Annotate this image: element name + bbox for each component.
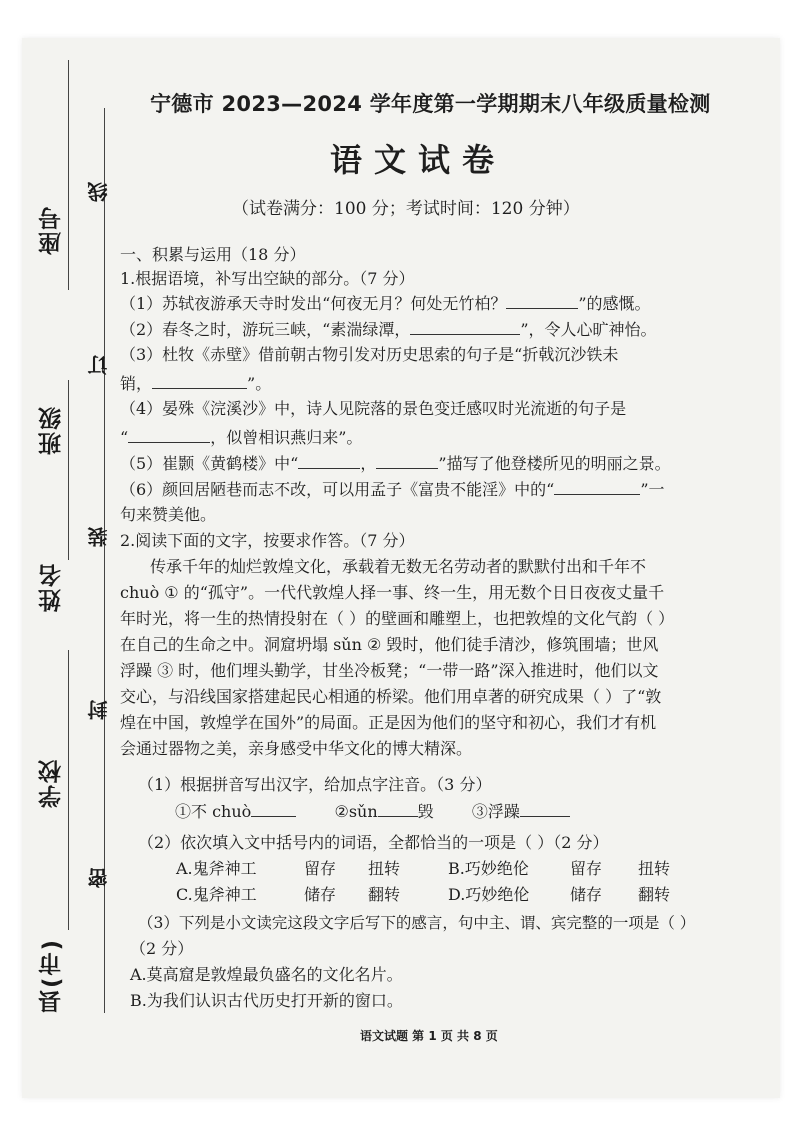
binding-cut-ding: 订 [87, 355, 111, 375]
q1-item-5-text: （5）崔颢《黄鹤楼》中“ [120, 454, 299, 473]
q1-item-5-blank-b[interactable] [376, 452, 438, 469]
option-a-word2: 留存 [304, 859, 337, 878]
binding-label-name: 姓名 [39, 562, 65, 612]
option-d-word2: 储存 [570, 885, 603, 904]
binding-label-class: 班级 [39, 405, 65, 455]
q1-item-3-cont [120, 372, 271, 395]
q2-sub3-stem: （3）下列是小文读完这段文字后写下的感言，句中主、谓、宾完整的一项是（ ） [138, 914, 696, 932]
q1-item-5-mid: ， [360, 454, 377, 473]
q1-item-1-text: （1）苏轼夜游承天寺时发出“何夜无月？何处无竹柏？ [120, 294, 507, 313]
passage-line-4: 在自己的生命之中。洞窟坍塌 sǔn ② 毁时，他们徒手清沙，修筑围墙；世风 [120, 635, 659, 654]
option-c-word2: 储存 [304, 885, 337, 904]
q1-item-6-cont: 句来赞美他。 [120, 505, 217, 524]
option-b-word3: 扭转 [638, 859, 671, 878]
binding-line-mid [68, 380, 69, 560]
q2-sub2-options-row2 [176, 884, 670, 906]
q2-sub3-option-b[interactable]: B.为我们认识古代历史打开新的窗口。 [130, 991, 403, 1010]
q1-item-3-tail: ”。 [247, 374, 272, 393]
binding-line-upper [68, 60, 69, 290]
q1-item-5-tail: ”描写了他登楼所见的明丽之景。 [438, 454, 671, 473]
binding-label-county: 县(市) [39, 938, 65, 1014]
option-a-word1[interactable]: A.鬼斧神工 [176, 859, 257, 878]
q1-item-3 [120, 344, 618, 366]
q2-sub1-b: ②sǔn [334, 802, 378, 821]
binding-cut-feng: 封 [87, 700, 111, 720]
option-d-word3: 翻转 [638, 885, 671, 904]
q2-sub1-b-blank[interactable] [378, 800, 418, 817]
q1-item-2 [120, 318, 657, 341]
q1-item-2-blank[interactable] [410, 318, 520, 335]
binding-label-school: 学校 [39, 758, 65, 808]
page-footer: 语文试题 第 1 页 共 8 页 [360, 1029, 498, 1043]
q1-item-4-blank[interactable] [128, 426, 210, 443]
option-b-word1[interactable]: B.巧妙绝伦 [448, 859, 529, 878]
question-1-stem: 1.根据语境，补写出空缺的部分。（7 分） [120, 269, 415, 288]
passage-line-2: chuò ① 的“孤守”。一代代敦煌人择一事、终一生，用无数个日日夜夜丈量千 [120, 583, 665, 602]
q2-sub1-c: ③浮躁 [471, 802, 520, 821]
exam-header-title: 宁德市 2023—2024 学年度第一学期期末八年级质量检测 [150, 92, 711, 116]
q1-item-3-blank[interactable] [152, 372, 247, 389]
q1-item-2-tail: ”，令人心旷神怡。 [520, 320, 657, 339]
q1-item-1 [120, 292, 651, 315]
q1-item-2-text: （2）春冬之时，游玩三峡，“素湍绿潭， [120, 320, 411, 339]
q1-item-3-cont-text: 销， [120, 374, 153, 393]
binding-cut-zhuang: 装 [87, 527, 111, 547]
q2-sub1-a: ①不 chuò [175, 802, 252, 821]
binding-cut-xian: 线 [87, 182, 111, 202]
q2-sub1-answers [175, 800, 570, 823]
option-d-word1[interactable]: D.巧妙绝伦 [448, 885, 530, 904]
passage-line-1: 传承千年的灿烂敦煌文化，承载着无数无名劳动者的默默付出和千年不 [150, 557, 647, 576]
question-2-stem: 2.阅读下面的文字，按要求作答。（7 分） [120, 531, 415, 550]
q2-sub3-score: （2 分） [130, 939, 194, 958]
q2-sub1-a-blank[interactable] [251, 800, 296, 817]
q1-item-1-blank[interactable] [506, 292, 578, 309]
q2-sub2-options-row1 [176, 858, 670, 880]
q2-sub1-stem: （1）根据拼音写出汉字，给加点字注音。（3 分） [138, 775, 492, 794]
q1-item-5-blank-a[interactable] [298, 452, 360, 469]
q1-item-3-text: （3）杜牧《赤壁》借前朝古物引发对历史思索的句子是“折戟沉沙铁未 [120, 345, 619, 364]
q1-item-4-cont [120, 426, 362, 449]
binding-label-seat: 座号 [39, 205, 65, 255]
passage-line-7: 煌在中国，敦煌学在国外”的局面。正是因为他们的坚守和初心，我们才有机 [120, 713, 657, 732]
passage-line-6: 交心，与沿线国家搭建起民心相通的桥梁。他们用卓著的研究成果（ ）了“敦 [120, 687, 662, 706]
q1-item-5 [120, 452, 671, 475]
passage-line-3: 年时光，将一生的热情投射在（ ）的壁画和雕塑上，也把敦煌的文化气韵（ ） [120, 609, 675, 628]
q1-item-4-tail: ，似曾相识燕归来”。 [210, 428, 363, 447]
q2-sub2-stem: （2）依次填入文中括号内的词语，全都恰当的一项是（ ）（2 分） [138, 833, 609, 852]
q1-item-4 [120, 398, 626, 420]
q2-sub3-option-a[interactable]: A.莫高窟是敦煌最负盛名的文化名片。 [130, 965, 403, 984]
q1-item-6-blank[interactable] [554, 478, 640, 495]
q1-item-1-tail: ”的感慨。 [578, 294, 651, 313]
q1-item-6 [120, 478, 665, 501]
option-a-word3: 扭转 [368, 859, 401, 878]
exam-info: （试卷满分：100 分；考试时间：120 分钟） [232, 199, 580, 219]
q1-item-4-text: （4）晏殊《浣溪沙》中，诗人见院落的景色变迁感叹时光流逝的句子是 [120, 399, 627, 418]
option-c-word1[interactable]: C.鬼斧神工 [176, 885, 257, 904]
q1-item-4-cont-text: “ [120, 428, 129, 447]
binding-line-lower [68, 650, 69, 930]
q1-item-6-tail: ”一 [640, 480, 665, 499]
passage-line-8: 会通过器物之美，亲身感受中华文化的博大精深。 [120, 739, 473, 758]
option-c-word3: 翻转 [368, 885, 401, 904]
q2-sub1-b-tail: 毁 [417, 802, 434, 821]
q1-item-6-text: （6）颜回居陋巷而志不改，可以用孟子《富贵不能淫》中的“ [120, 480, 555, 499]
exam-subject-title: 语文试卷 [330, 141, 507, 179]
section-heading: 一、积累与运用（18 分） [120, 245, 306, 264]
binding-cut-mi: 密 [87, 868, 111, 888]
passage-line-5: 浮躁 ③ 时，他们埋头勤学，甘坐冷板凳；“一带一路”深入推进时，他们以文 [120, 661, 659, 680]
option-b-word2: 留存 [570, 859, 603, 878]
q2-sub1-c-blank[interactable] [520, 800, 570, 817]
